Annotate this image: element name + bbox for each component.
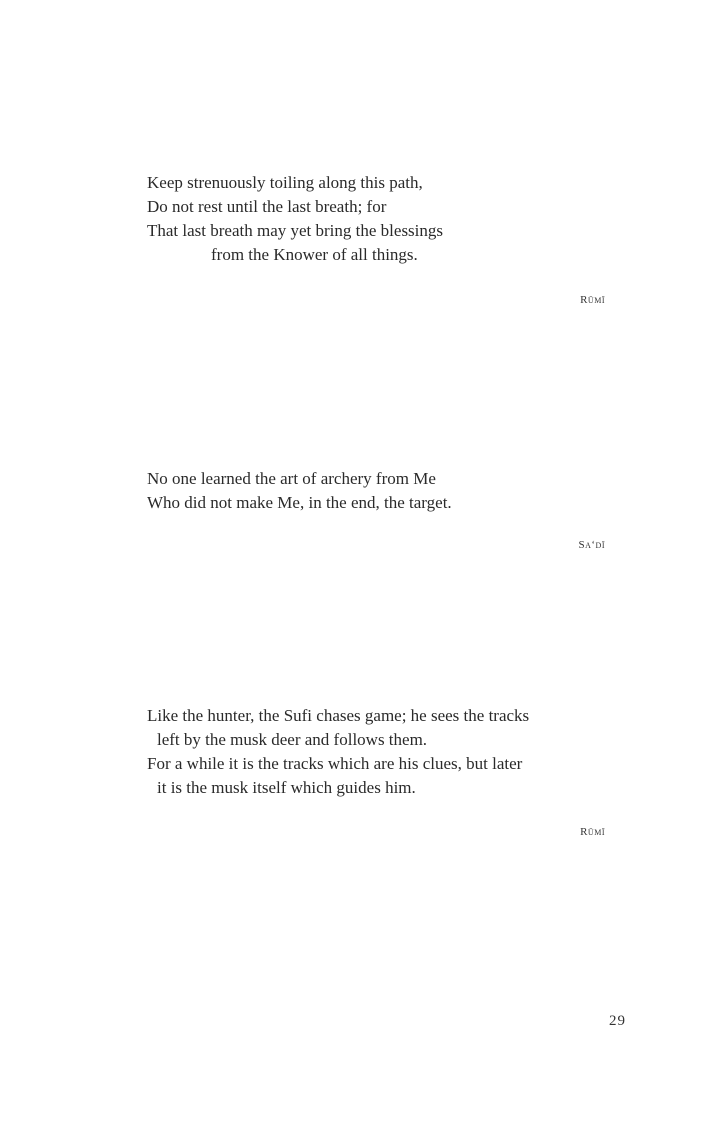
quote-line: No one learned the art of archery from Me	[147, 469, 436, 488]
quote-line: For a while it is the tracks which are his clues, but later	[147, 754, 523, 773]
quote-rumi-hunter	[147, 704, 627, 838]
quote-rumi-path	[147, 171, 627, 306]
quote-sadi-archery	[147, 467, 627, 551]
quote-line: Keep strenuously toiling along this path,	[147, 173, 423, 192]
quote-line: it is the musk itself which guides him.	[157, 778, 416, 797]
quote-attribution: Sa‘dī	[578, 539, 605, 551]
quote-attribution: Rūmī	[580, 826, 605, 838]
quote-line: left by the musk deer and follows them.	[157, 730, 428, 749]
quote-attribution: Rūmī	[580, 294, 605, 306]
quote-line: That last breath may yet bring the blessings	[147, 221, 444, 240]
quote-line: Like the hunter, the Sufi chases game; he sees the tracks	[147, 706, 530, 725]
quote-line: from the Knower of all things.	[211, 245, 418, 264]
page-number: 29	[609, 1013, 626, 1029]
quote-line: Do not rest until the last breath; for	[147, 197, 387, 216]
quote-line: Who did not make Me, in the end, the target.	[147, 493, 452, 512]
